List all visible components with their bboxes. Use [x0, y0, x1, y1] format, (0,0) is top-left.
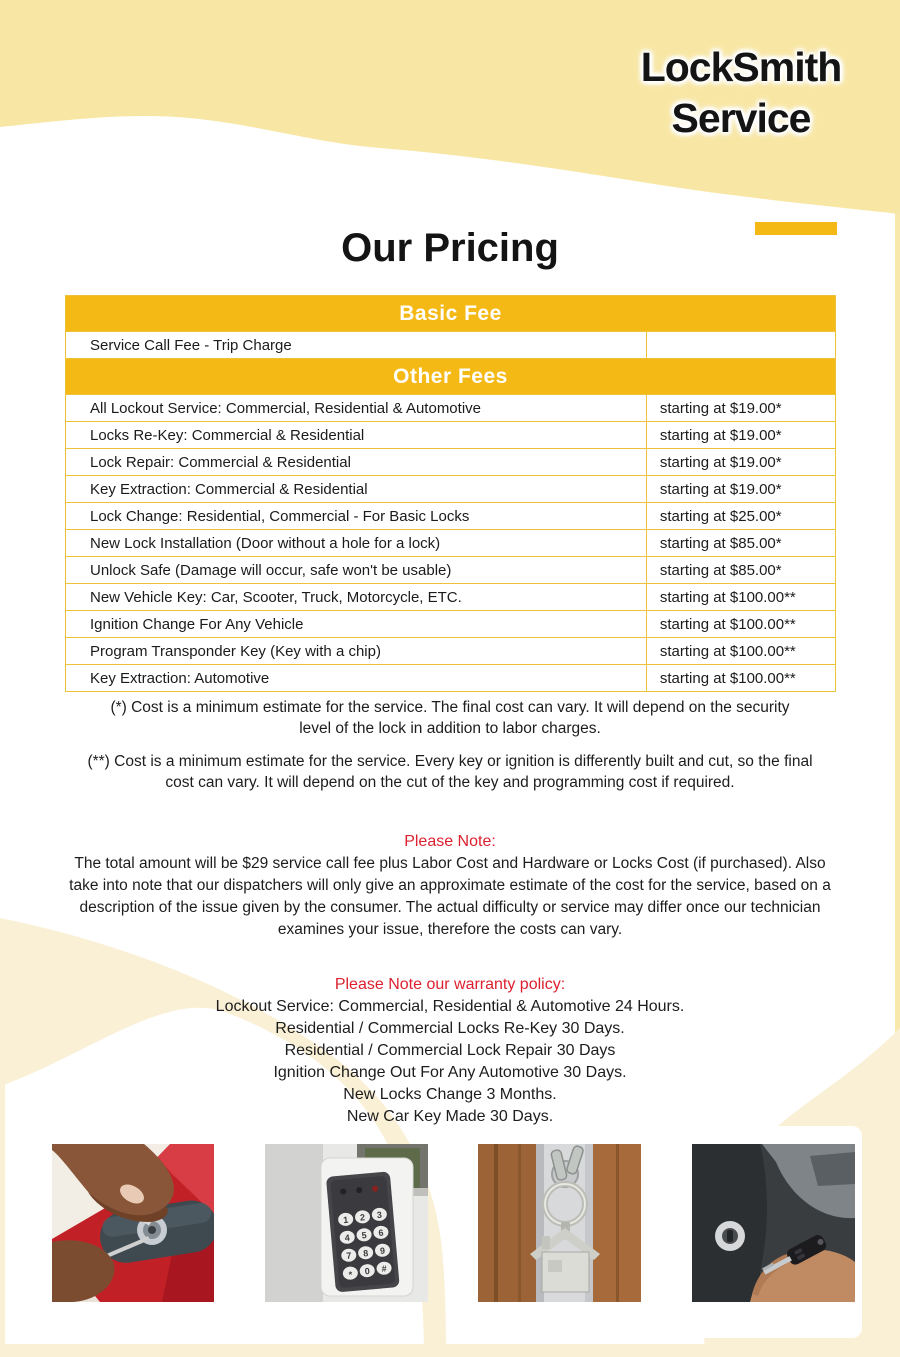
svg-text:1: 1	[342, 1214, 349, 1226]
service-cell: Program Transponder Key (Key with a chip)	[66, 638, 647, 665]
service-cell: Unlock Safe (Damage will occur, safe won't be usable)	[66, 557, 647, 584]
warranty-line: New Locks Change 3 Months.	[343, 1086, 557, 1103]
svg-text:3: 3	[376, 1209, 383, 1221]
pricing-table	[65, 295, 836, 692]
svg-text:8: 8	[362, 1248, 369, 1259]
warranty-line: Residential / Commercial Lock Repair 30 Days	[284, 1042, 616, 1059]
table-row	[66, 476, 836, 503]
svg-text:6: 6	[378, 1227, 384, 1239]
table-row	[66, 665, 836, 692]
car-key-ignition-photo	[692, 1144, 855, 1302]
table-row	[66, 449, 836, 476]
svg-text:7: 7	[345, 1250, 352, 1261]
svg-text:5: 5	[361, 1230, 368, 1241]
service-cell: Service Call Fee - Trip Charge	[66, 332, 647, 359]
service-cell: Lock Repair: Commercial & Residential	[66, 449, 647, 476]
price-cell	[646, 332, 835, 359]
table-row	[66, 503, 836, 530]
keypad-lock-photo	[265, 1144, 428, 1302]
price-cell: starting at $100.00**	[646, 665, 835, 692]
table-row	[66, 332, 836, 359]
table-section-header	[66, 296, 836, 332]
brand-line1: LockSmith	[640, 44, 842, 90]
service-cell: Locks Re-Key: Commercial & Residential	[66, 422, 647, 449]
table-row	[66, 530, 836, 557]
table-section-header	[66, 359, 836, 395]
table-row	[66, 395, 836, 422]
svg-text:9: 9	[379, 1245, 386, 1256]
price-cell: starting at $85.00*	[646, 557, 835, 584]
service-cell: Lock Change: Residential, Commercial - For Basic Locks	[66, 503, 647, 530]
table-row	[66, 557, 836, 584]
brand-title	[596, 42, 886, 144]
footnote-single-asterisk: (*) Cost is a minimum estimate for the service. The final cost can vary. It will depend on the security level of the lock in addition to labor charges.	[110, 699, 790, 737]
service-cell: All Lockout Service: Commercial, Residential & Automotive	[66, 395, 647, 422]
svg-text:4: 4	[344, 1232, 351, 1243]
table-row	[66, 611, 836, 638]
please-note-body: The total amount will be $29 service call fee plus Labor Cost and Hardware or Locks Cost (if purchased). Also take into note that our dispatchers will only give an approximate estimate of the cost for the service, based on a description of the issue given by the consumer. The actual difficulty or service may differ once our technician examines your issue, therefore the costs can vary.	[69, 855, 831, 938]
table-row	[66, 584, 836, 611]
warranty-line: Ignition Change Out For Any Automotive 30 Days.	[273, 1064, 627, 1081]
please-note-heading: Please Note:	[404, 833, 496, 850]
svg-text:2: 2	[359, 1212, 366, 1223]
price-cell: starting at $19.00*	[646, 449, 835, 476]
service-cell: Key Extraction: Automotive	[66, 665, 647, 692]
service-cell: Ignition Change For Any Vehicle	[66, 611, 647, 638]
price-cell: starting at $100.00**	[646, 584, 835, 611]
service-cell: Key Extraction: Commercial & Residential	[66, 476, 647, 503]
section-heading-basic-fee: Basic Fee	[66, 296, 836, 332]
table-row	[66, 422, 836, 449]
car-door-lock-picking-photo	[52, 1144, 214, 1302]
svg-text:#: #	[381, 1263, 388, 1274]
table-row	[66, 638, 836, 665]
service-cell: New Vehicle Key: Car, Scooter, Truck, Motorcycle, ETC.	[66, 584, 647, 611]
price-cell: starting at $19.00*	[646, 395, 835, 422]
price-cell: starting at $85.00*	[646, 530, 835, 557]
warranty-policy-heading: Please Note our warranty policy:	[334, 976, 566, 993]
warranty-line: Residential / Commercial Locks Re-Key 30 Days.	[275, 1020, 625, 1037]
svg-text:0: 0	[364, 1265, 371, 1277]
price-cell: starting at $100.00**	[646, 611, 835, 638]
price-cell: starting at $19.00*	[646, 476, 835, 503]
warranty-line: New Car Key Made 30 Days.	[346, 1108, 554, 1125]
section-heading-other-fees: Other Fees	[66, 359, 836, 395]
svg-text:*: *	[348, 1269, 353, 1280]
bottom-edge-strip	[0, 1344, 900, 1357]
price-cell: starting at $100.00**	[646, 638, 835, 665]
brand-line2: Service	[671, 95, 811, 141]
house-keychain-on-door-photo	[478, 1144, 641, 1302]
warranty-line: Lockout Service: Commercial, Residential & Automotive 24 Hours.	[215, 998, 685, 1015]
price-cell: starting at $19.00*	[646, 422, 835, 449]
warranty-policy-list	[0, 996, 900, 1128]
service-cell: New Lock Installation (Door without a hole for a lock)	[66, 530, 647, 557]
price-cell: starting at $25.00*	[646, 503, 835, 530]
page-title: Our Pricing	[341, 226, 559, 270]
footnote-double-asterisk: (**) Cost is a minimum estimate for the service. Every key or ignition is differently built and cut, so the final cost can vary. It will depend on the cut of the key and programming cost if required.	[87, 753, 813, 791]
